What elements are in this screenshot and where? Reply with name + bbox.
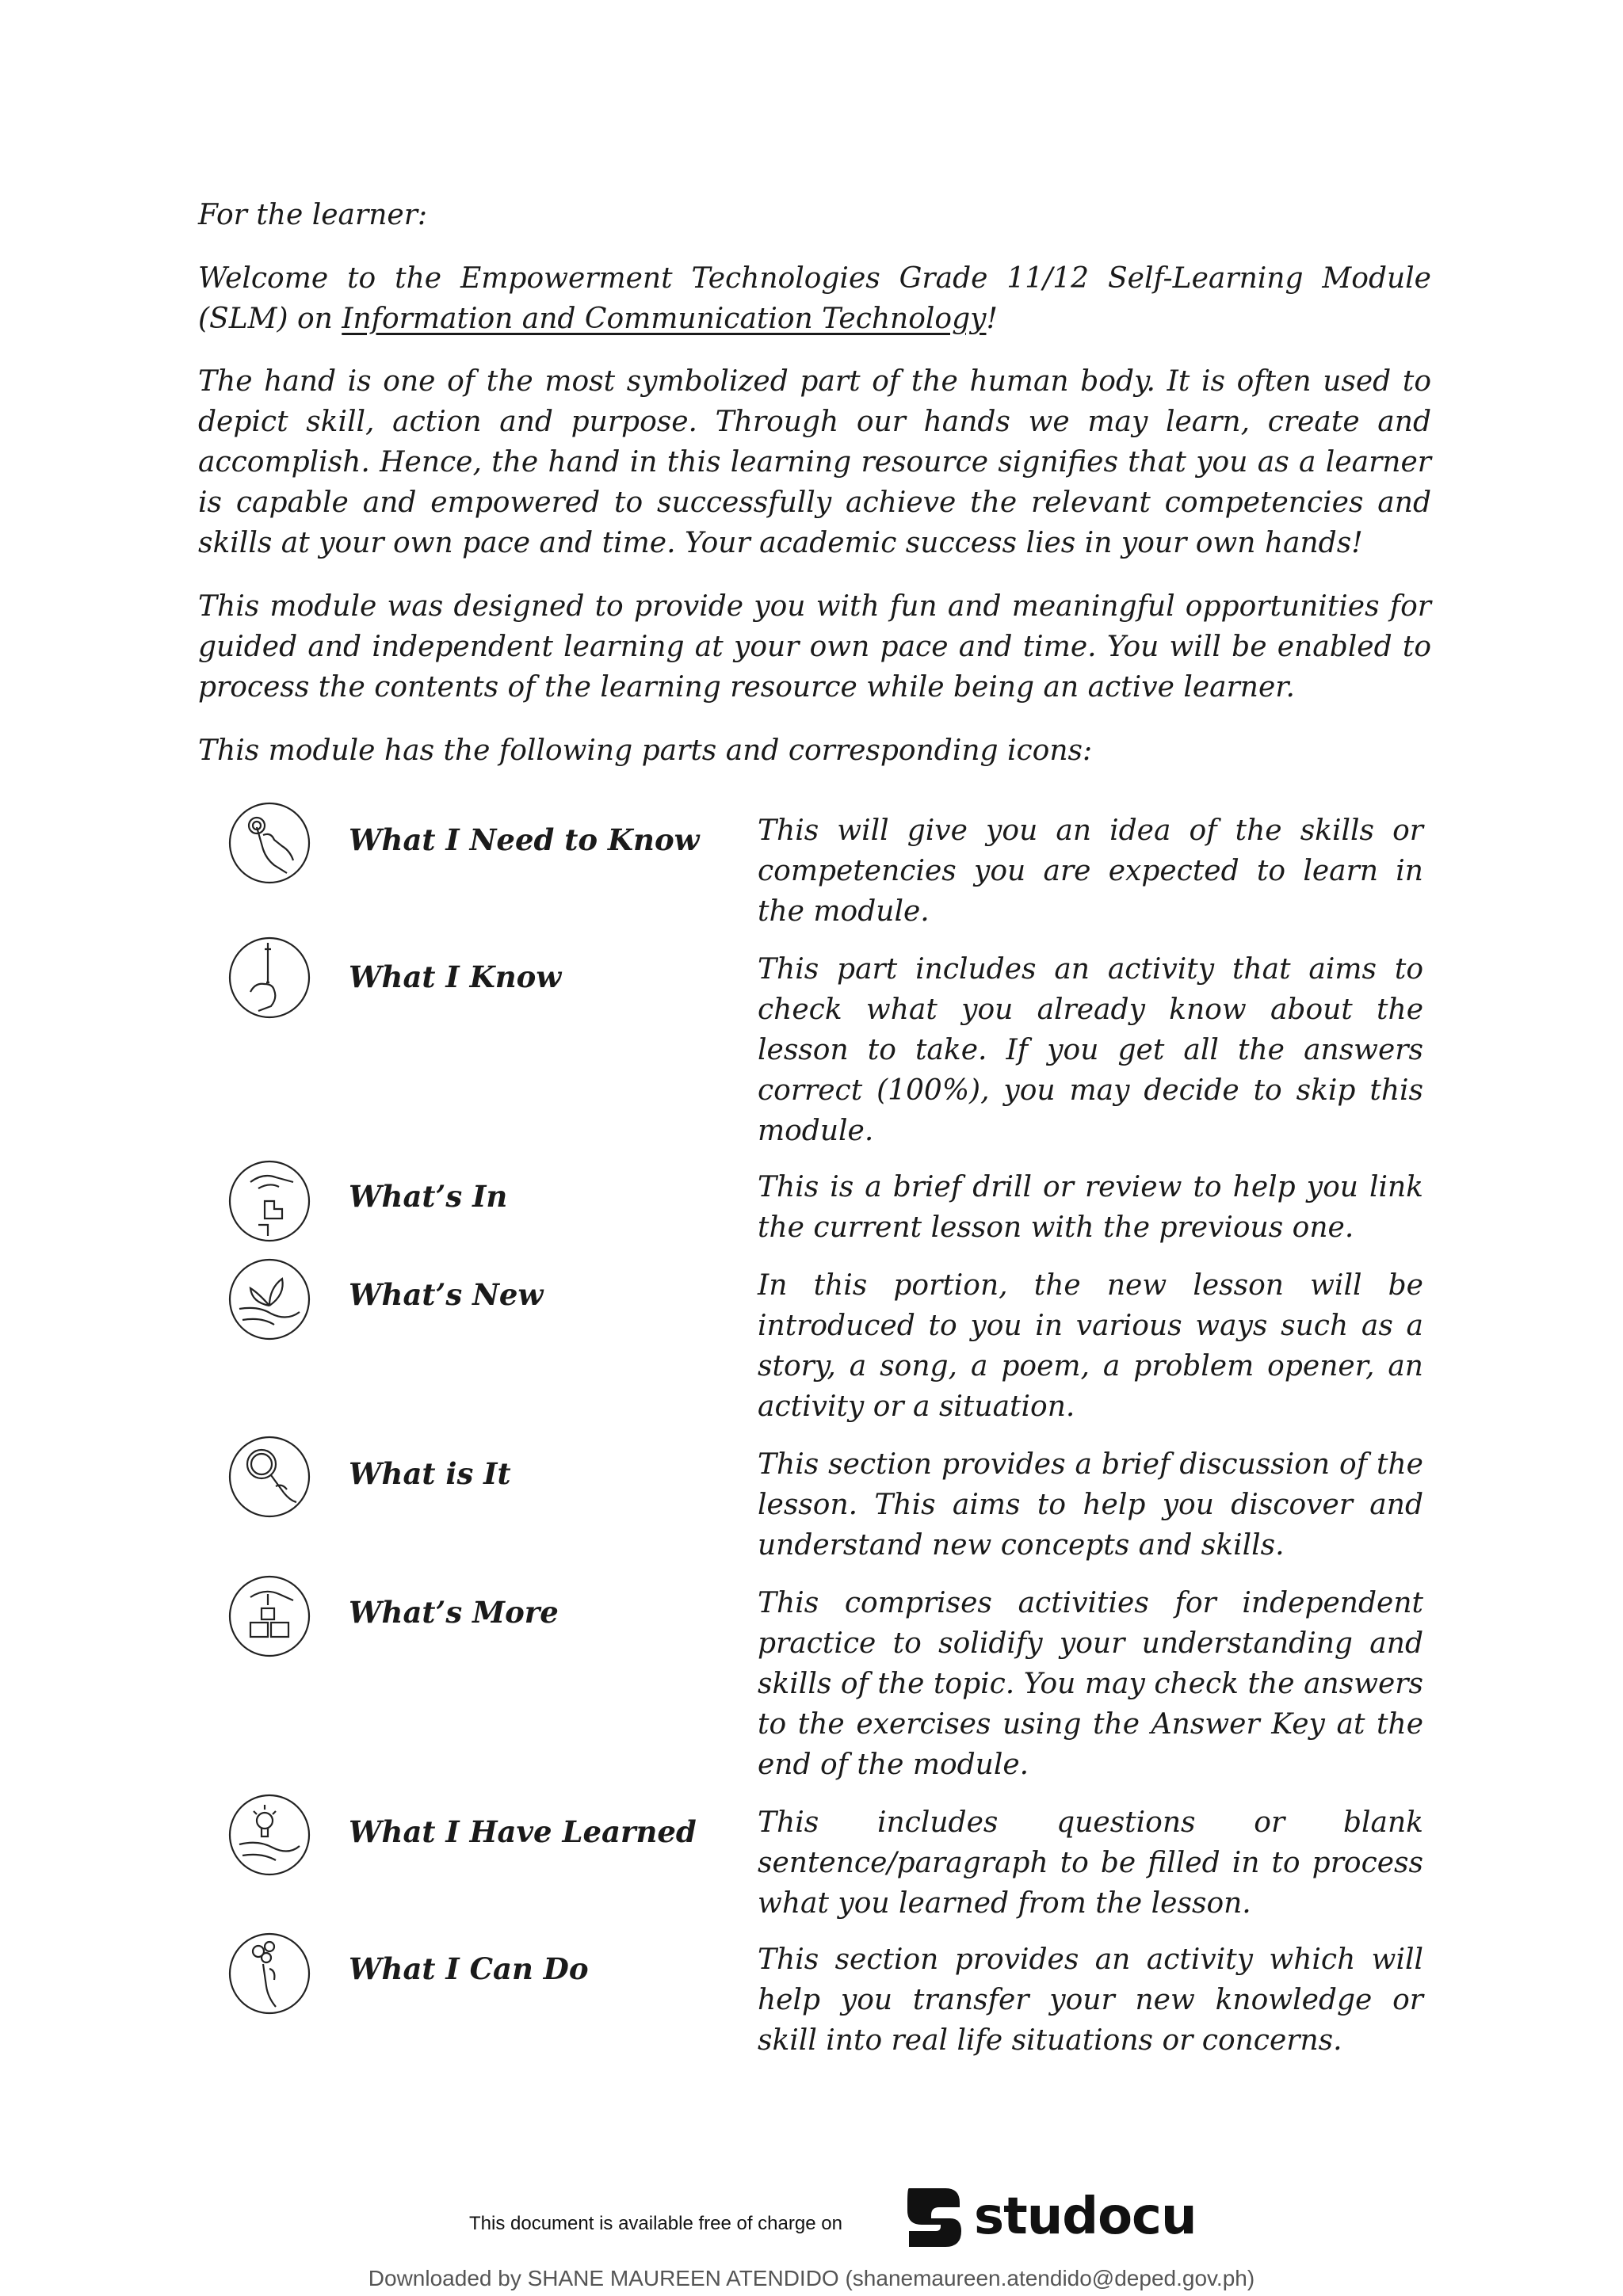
available-note: This document is available free of charge on (469, 2213, 842, 2234)
part-label-whats-in: What’s In (349, 1179, 508, 1214)
part-desc-whats-new: In this portion, the new lesson will be introduced to you in various ways such as a story, a song, a poem, a problem opener, an activity or a situation. (758, 1269, 1423, 1423)
studocu-logo[interactable] (901, 2183, 1197, 2252)
hand-puzzle-icon (227, 1158, 312, 1244)
pointing-hand-icon (227, 800, 312, 886)
parts-intro: This module has the following parts and corresponding icons: (198, 734, 1093, 767)
downloaded-by: Downloaded by SHANE MAUREEN ATENDIDO (shanemaureen.atendido@deped.gov.ph) (368, 2266, 1255, 2290)
hand-leaf-icon (227, 1257, 312, 1342)
part-label-whats-new: What’s New (349, 1277, 544, 1312)
subject-title-link: Information and Communication Technology (342, 303, 987, 335)
welcome-exclaim: ! (986, 303, 998, 335)
part-label-whats-more: What’s More (349, 1595, 559, 1630)
part-label-what-i-know: What I Know (349, 959, 562, 994)
hand-gears-icon (227, 1931, 312, 2016)
module-paragraph: This module was designed to provide you with fun and meaningful opportunities for guided and independent learning at your own pace and time. You will be enabled to process the contents of the learning resource while being an active learner. (198, 590, 1431, 704)
for-learner-heading: For the learner: (198, 199, 428, 231)
welcome-text: Welcome to the Empowerment Technologies Grade 11/12 Self-Learning Module (SLM) on (198, 262, 1431, 335)
part-desc-what-i-can-do: This section provides an activity which will help you transfer your new knowledge or skill into real life situations or concerns. (758, 1943, 1423, 2057)
part-desc-what-i-need-to-know: This will give you an idea of the skills or competencies you are expected to learn in the module. (758, 814, 1423, 928)
part-label-what-is-it: What is It (349, 1456, 511, 1491)
part-desc-whats-in: This is a brief drill or review to help you link the current lesson with the previous one. (758, 1171, 1423, 1244)
welcome-paragraph (198, 258, 1431, 339)
hand-blocks-icon (227, 1573, 312, 1659)
part-label-what-i-need-to-know: What I Need to Know (349, 822, 700, 857)
part-label-what-i-have-learned: What I Have Learned (349, 1814, 697, 1849)
hand-magnifier-icon (227, 1434, 312, 1520)
part-desc-what-i-have-learned: This includes questions or blank sentence/paragraph to be filled in to process what you learned from the lesson. (758, 1806, 1423, 1920)
part-desc-whats-more: This comprises activities for independent practice to solidify your understanding and skills of the topic. You may check the answers to the exercises using the Answer Key at the end of the module. (758, 1587, 1423, 1781)
hand-paragraph: The hand is one of the most symbolized part of the human body. It is often used to depict skill, action and purpose. Through our hands we may learn, create and accomplish. Hence, the hand in this learning resource signifies that you as a learner is capable and empowered to successfully achieve the relevant competencies and skills at your own pace and time. Your academic success lies in your own hands! (198, 365, 1431, 559)
part-label-what-i-can-do: What I Can Do (349, 1951, 589, 1986)
hand-pencil-icon (227, 935, 312, 1020)
studocu-mark-icon (901, 2183, 964, 2252)
hand-lightbulb-icon (227, 1792, 312, 1878)
part-desc-what-i-know: This part includes an activity that aims to check what you already know about the lesson to take. If you get all the answers correct (100%), you may decide to skip this module. (758, 953, 1423, 1147)
part-desc-what-is-it: This section provides a brief discussion of the lesson. This aims to help you discover and understand new concepts and skills. (758, 1448, 1423, 1562)
studocu-wordmark: studocu (974, 2187, 1197, 2246)
